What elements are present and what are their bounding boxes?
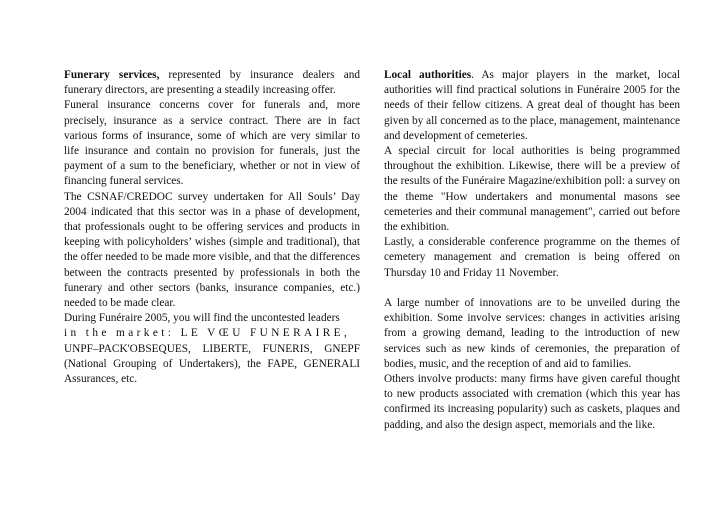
conference-paragraph: Lastly, a considerable conference programme on the themes of cemetery management and cremation is being offered on Thursday 10 and Friday 11 November.: [384, 236, 680, 279]
funerary-services-heading: Funerary services,: [64, 69, 160, 81]
csnaf-survey-paragraph: The CSNAF/CREDOC survey undertaken for All Souls’ Day 2004 indicated that this sector was in a phase of development, that professionals ought to be offering services and products in keeping with policyholders’ wishes (simple and traditional), that the offer needed to be made more visible, and that the differences between the contracts presented by professionals in both the funerary and other sectors (banks, insurance companies, etc.) needed to be made clear.: [64, 190, 360, 310]
special-circuit-paragraph: A special circuit for local authorities is being programmed throughout the exhibition. Likewise, there will be a preview of the results of the Funéraire Magazine/exhibition poll: a survey on the theme "How undertakers and monumental masons see cemeteries and their communal management", carried out before the exhibition.: [384, 145, 680, 234]
innovations-paragraph: A large number of innovations are to be unveiled during the exhibition. Some involve services: changes in activities arising from a growing demand, leading to the introduction of new services such as new kinds of ceremonies, the preparation of bodies, music, and the reception of and aid to families.: [384, 297, 680, 370]
leaders-list: UNPF–PACK'OBSEQUES, LIBERTE, FUNERIS, GNEPF (National Grouping of Undertakers), the FAPE, GENERALI Assurances, etc.: [64, 342, 360, 386]
leaders-intro: During Funéraire 2005, you will find the uncontested leaders: [64, 312, 340, 325]
left-column: [64, 68, 360, 387]
local-authorities-paragraph: [384, 68, 680, 144]
right-column: [384, 68, 680, 433]
funerary-services-text: represented by insurance dealers and funerary directors, are presenting a steadily increasing offer.: [64, 69, 361, 97]
local-authorities-text: . As major players in the market, local authorities will find practical solutions in Funéraire 2005 for the needs of their fellow citizens. A great deal of thought has been given by all concerned as to the place, management, maintenance and development of cemeteries.: [384, 69, 680, 142]
local-authorities-heading: Local authorities: [384, 69, 472, 81]
leaders-paragraph: [64, 311, 360, 387]
funeral-insurance-paragraph: Funeral insurance concerns cover for funerals and, more precisely, insurance as a service contract. There are in fact various forms of insurance, some of which are very similar to life insurance and contain no provision for funerals, just the payment of a sum to the beneficiary, whether or not in view of financing funeral services.: [64, 99, 360, 188]
products-paragraph: Others involve products: many firms have given careful thought to new products associated with cremation (which this year has confirmed its increasing popularity) such as caskets, plaques and padding, and also the design aspect, memorials and the like.: [384, 373, 680, 431]
funerary-services-paragraph: [64, 68, 360, 98]
leaders-spread-line: in the market: LE VŒU FUNERAIRE,: [64, 327, 351, 340]
